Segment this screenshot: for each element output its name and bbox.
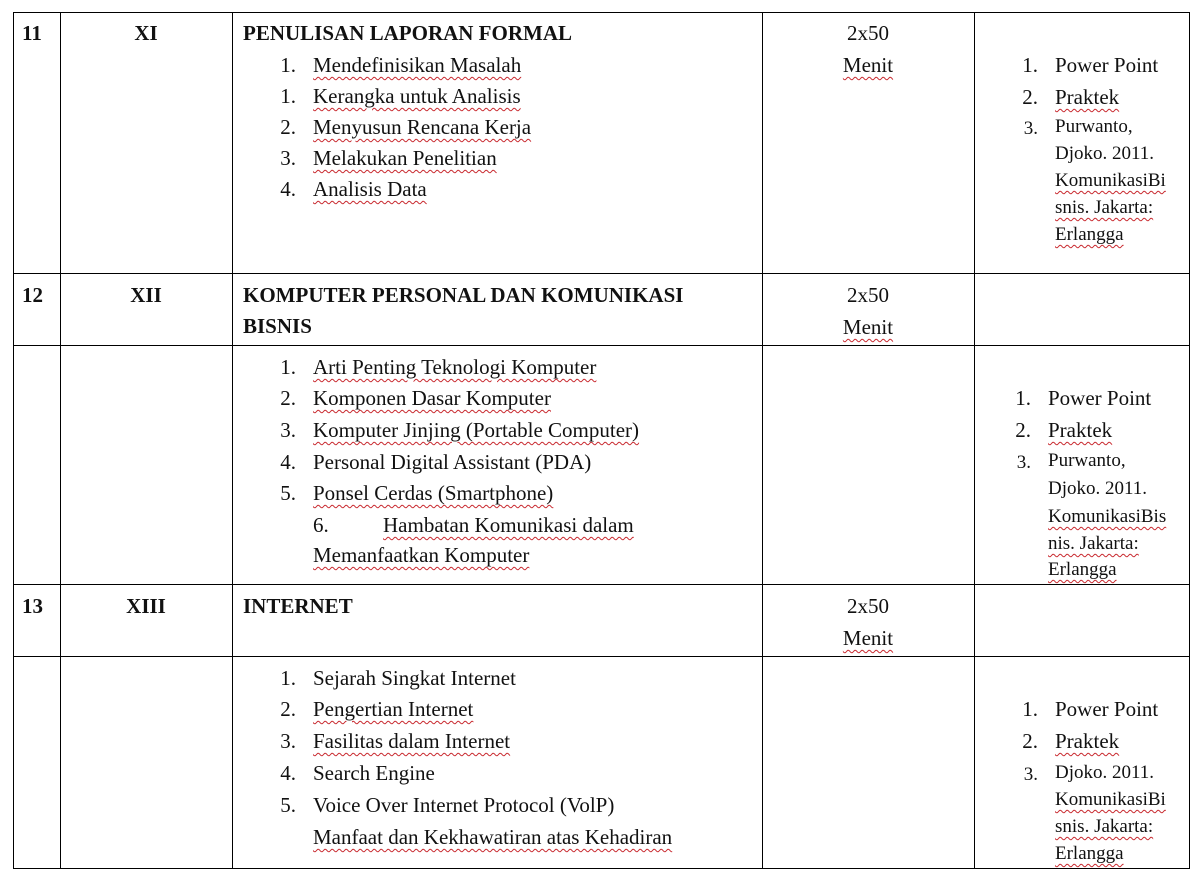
- list-item: Melakukan Penelitian: [313, 146, 497, 170]
- meeting-roman: XIII: [126, 594, 166, 618]
- reference-line: nis. Jakarta:: [1048, 533, 1139, 554]
- list-item: Arti Penting Teknologi Komputer: [313, 355, 597, 379]
- column-border: [1189, 12, 1190, 869]
- reference-line: Erlangga: [1055, 224, 1124, 245]
- reference-line: KomunikasiBis: [1048, 506, 1167, 527]
- list-item: Power Point: [1055, 53, 1159, 77]
- list-item: Hambatan Komunikasi dalam: [383, 513, 634, 537]
- duration-unit: Menit: [842, 53, 894, 77]
- column-border: [232, 12, 233, 869]
- list-item: Manfaat dan Kekhawatiran atas Kehadiran: [313, 825, 673, 849]
- row-number: 11: [22, 21, 42, 45]
- list-item: Ponsel Cerdas (Smartphone): [313, 481, 554, 505]
- list-item: Power Point: [1048, 386, 1152, 410]
- row-number: 12: [22, 283, 43, 307]
- reference-line: KomunikasiBi: [1055, 170, 1166, 191]
- row-border: [13, 345, 1190, 346]
- reference-line: snis. Jakarta:: [1055, 197, 1154, 218]
- column-border: [60, 12, 61, 869]
- list-item: Fasilitas dalam Internet: [313, 729, 511, 753]
- list-item: Komponen Dasar Komputer: [313, 386, 551, 410]
- list-item: Pengertian Internet: [313, 697, 474, 721]
- reference-line: Erlangga: [1055, 843, 1124, 864]
- list-item: Analisis Data: [313, 177, 427, 201]
- list-item: Menyusun Rencana Kerja: [313, 115, 532, 139]
- list-item: Power Point: [1055, 697, 1159, 721]
- duration-unit: Menit: [842, 626, 894, 650]
- duration-unit: Menit: [842, 315, 894, 339]
- reference-line: Djoko. 2011.: [1055, 762, 1155, 783]
- list-item: Sejarah Singkat Internet: [313, 666, 516, 690]
- reference-line: KomunikasiBi: [1055, 789, 1166, 810]
- row-border: [13, 656, 1190, 657]
- reference-line: Djoko. 2011.: [1048, 478, 1148, 499]
- column-border: [974, 12, 975, 869]
- topic-title: INTERNET: [243, 594, 353, 618]
- reference-line: Purwanto,: [1048, 450, 1126, 471]
- list-item: Komputer Jinjing (Portable Computer): [313, 418, 640, 442]
- list-item: Mendefinisikan Masalah: [313, 53, 522, 77]
- list-item: Search Engine: [313, 761, 435, 785]
- row-number: 13: [22, 594, 43, 618]
- reference-line: snis. Jakarta:: [1055, 816, 1154, 837]
- row-border: [13, 273, 1190, 274]
- topic-title: KOMPUTER PERSONAL DAN KOMUNIKASI: [243, 283, 684, 307]
- reference-line: Djoko. 2011.: [1055, 143, 1155, 164]
- duration: 2x50: [847, 283, 889, 307]
- topic-title: PENULISAN LAPORAN FORMAL: [243, 21, 573, 45]
- list-item-cont: Memanfaatkan Komputer: [313, 543, 530, 567]
- column-border: [762, 12, 763, 869]
- list-item: Praktek: [1055, 729, 1120, 753]
- meeting-roman: XI: [134, 21, 158, 45]
- row-border: [13, 584, 1190, 585]
- row-border: [13, 12, 1190, 13]
- list-item: Personal Digital Assistant (PDA): [313, 450, 592, 474]
- column-border: [13, 12, 14, 869]
- list-item: Praktek: [1055, 85, 1120, 109]
- reference-line: Erlangga: [1048, 559, 1117, 580]
- duration: 2x50: [847, 21, 889, 45]
- list-item: Voice Over Internet Protocol (VolP): [313, 793, 615, 817]
- list-item: Praktek: [1048, 418, 1113, 442]
- row-border: [13, 868, 1190, 869]
- list-item: Kerangka untuk Analisis: [313, 84, 521, 108]
- meeting-roman: XII: [130, 283, 162, 307]
- duration: 2x50: [847, 594, 889, 618]
- reference-line: Purwanto,: [1055, 116, 1133, 137]
- topic-title-cont: BISNIS: [243, 314, 312, 338]
